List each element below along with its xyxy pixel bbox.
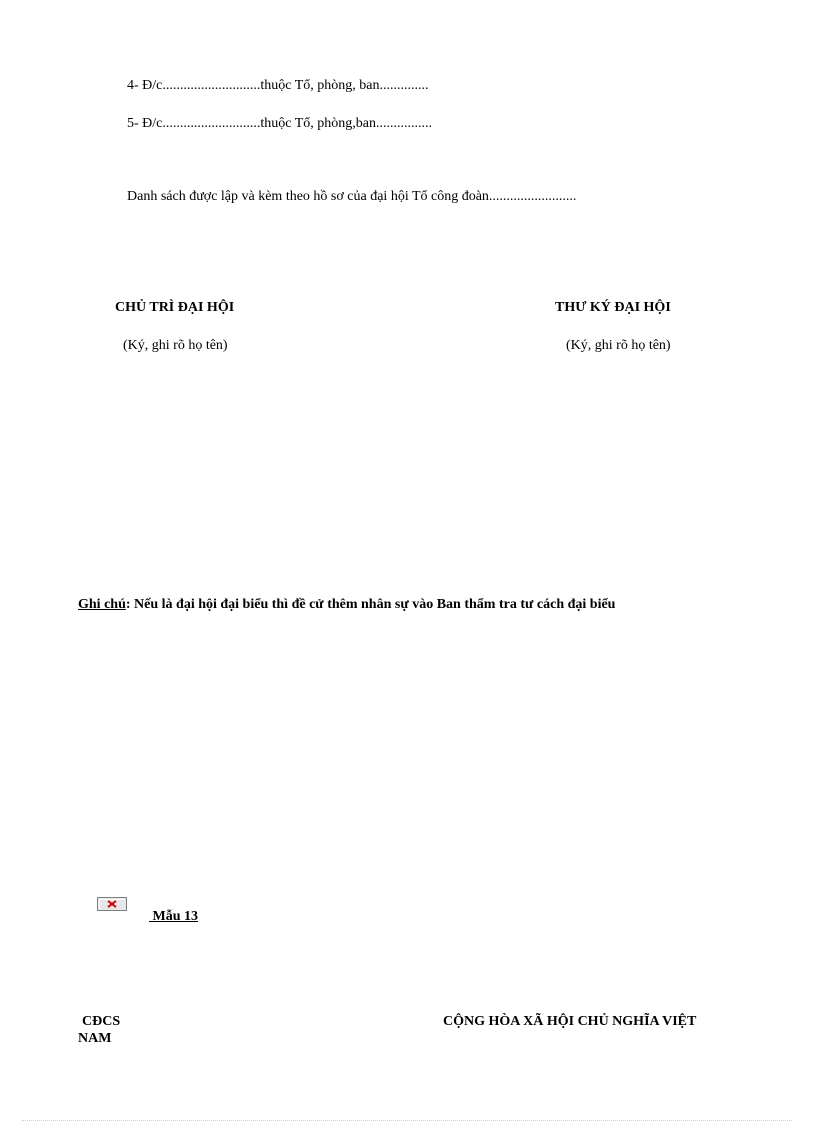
secretary-signature-hint: (Ký, ghi rõ họ tên) bbox=[566, 338, 671, 353]
chair-title: CHỦ TRÌ ĐẠI HỘI bbox=[115, 300, 235, 315]
delegate-line-4: 4- Đ/c............................thuộc Tổ, phòng, ban.............. bbox=[127, 78, 429, 93]
org-name: CĐCS bbox=[82, 1014, 121, 1029]
national-motto-continued: NAM bbox=[78, 1031, 112, 1046]
note-text: Nếu là đại hội đại biểu thì đề cử thêm nhân sự vào Ban thẩm tra tư cách đại biểu bbox=[134, 597, 616, 612]
list-note: Danh sách được lập và kèm theo hồ sơ của đại hội Tổ công đoàn......................... bbox=[127, 189, 577, 204]
note-paragraph bbox=[78, 596, 615, 614]
page-bottom-divider bbox=[22, 1120, 792, 1121]
form-title: Mẫu 13 bbox=[152, 909, 198, 924]
note-colon: : bbox=[125, 597, 131, 612]
national-motto: CỘNG HÒA XÃ HỘI CHỦ NGHĨA VIỆT bbox=[443, 1014, 697, 1029]
note-label: Ghi chú bbox=[78, 597, 126, 612]
secretary-title: THƯ KÝ ĐẠI HỘI bbox=[555, 300, 671, 315]
chair-signature-hint: (Ký, ghi rõ họ tên) bbox=[123, 338, 228, 353]
broken-image-icon bbox=[97, 897, 127, 911]
delegate-line-5: 5- Đ/c............................thuộc Tổ, phòng,ban................ bbox=[127, 116, 432, 131]
red-x-icon bbox=[107, 900, 117, 908]
